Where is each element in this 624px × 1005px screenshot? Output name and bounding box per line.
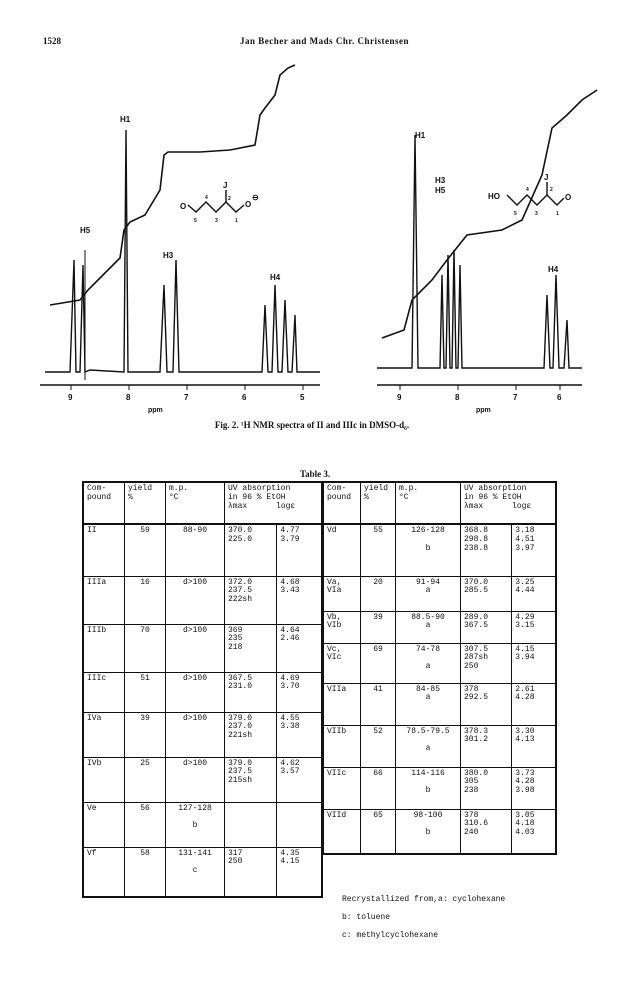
table-row xyxy=(83,712,322,757)
peak-label-h3: H3 xyxy=(435,176,446,185)
svg-text:1: 1 xyxy=(556,211,559,217)
col-compound: Com- pound xyxy=(324,482,361,524)
table-row xyxy=(83,576,322,624)
cell-compound: IVa xyxy=(83,712,125,757)
figure-caption: Fig. 2. ¹H NMR spectra of II and IIIc in DMSO-d₆. xyxy=(214,420,410,430)
cell-compound: Ve xyxy=(83,802,125,847)
table-row xyxy=(83,757,322,802)
svg-text:3: 3 xyxy=(535,211,538,217)
cell-compound: VIId xyxy=(324,809,361,854)
cell-loge: 4.35 4.15 xyxy=(277,847,322,897)
table-row xyxy=(83,847,322,897)
footnote-a: Recrystallized from,a: cyclohexane xyxy=(342,895,506,904)
cell-yield: 51 xyxy=(125,672,166,712)
cell-compound: VIIa xyxy=(324,683,361,725)
cell-lambda: 289.0 367.5 xyxy=(461,611,512,643)
cell-yield: 66 xyxy=(361,767,396,809)
cell-mp: d>100 xyxy=(166,576,225,624)
cell-compound: Vb, VIb xyxy=(324,611,361,643)
tick-6: 6 xyxy=(557,393,562,402)
cell-mp: 127-128 b xyxy=(166,802,225,847)
cell-lambda: 372.0 237.5 222sh xyxy=(225,576,277,624)
svg-text:O: O xyxy=(245,200,252,209)
table-row xyxy=(324,524,557,576)
cell-mp: 74-78 a xyxy=(396,643,461,683)
cell-lambda: 379.0 237.0 221sh xyxy=(225,712,277,757)
cell-mp: 88.5-90 a xyxy=(396,611,461,643)
cell-yield: 65 xyxy=(361,809,396,854)
cell-lambda: 378 292.5 xyxy=(461,683,512,725)
cell-compound: VIIb xyxy=(324,725,361,767)
svg-text:⊖: ⊖ xyxy=(252,193,259,202)
tick-8: 8 xyxy=(455,393,460,402)
cell-yield: 16 xyxy=(125,576,166,624)
peak-label-h1: H1 xyxy=(415,131,426,140)
running-head: Jan Becher and Mads Chr. Christensen xyxy=(240,36,410,46)
data-table-right xyxy=(323,481,557,855)
col-mp: m.p. °C xyxy=(396,482,461,524)
cell-loge: 4.29 3.15 xyxy=(512,611,556,643)
footnote-c: c: methylcyclohexane xyxy=(342,931,439,940)
table-row xyxy=(324,611,557,643)
table-row xyxy=(324,767,557,809)
data-table-left xyxy=(82,481,323,898)
cell-compound: IVb xyxy=(83,757,125,802)
cell-mp: 98-100 b xyxy=(396,809,461,854)
cell-lambda: 378.3 301.2 xyxy=(461,725,512,767)
cell-mp: 78.5-79.5 a xyxy=(396,725,461,767)
cell-mp: d>100 xyxy=(166,712,225,757)
footnote-b: b: toluene xyxy=(342,913,391,922)
cell-compound: II xyxy=(83,524,125,576)
cell-yield: 39 xyxy=(125,712,166,757)
peak-label-h5: H5 xyxy=(80,226,91,235)
cell-loge: 4.64 2.46 xyxy=(277,624,322,672)
tick-7: 7 xyxy=(184,393,189,402)
cell-loge: 4.77 3.79 xyxy=(277,524,322,576)
svg-text:J: J xyxy=(544,173,549,182)
cell-lambda: 378 310.6 240 xyxy=(461,809,512,854)
table-row xyxy=(83,802,322,847)
peak-label-h4: H4 xyxy=(548,265,559,274)
axis-label: ppm xyxy=(476,407,491,414)
structure-right xyxy=(507,182,564,205)
cell-yield: 52 xyxy=(361,725,396,767)
cell-mp: d>100 xyxy=(166,757,225,802)
svg-text:HO: HO xyxy=(488,192,500,201)
cell-lambda: 370.0 285.5 xyxy=(461,576,512,611)
tick-5: 5 xyxy=(300,393,305,402)
cell-loge: 3.25 4.44 xyxy=(512,576,556,611)
cell-mp: 84-85 a xyxy=(396,683,461,725)
tick-8: 8 xyxy=(126,393,131,402)
cell-mp: 114-116 b xyxy=(396,767,461,809)
col-mp: m.p. °C xyxy=(166,482,225,524)
table-row xyxy=(83,524,322,576)
cell-compound: Vc, VIc xyxy=(324,643,361,683)
peak-label-h5: H5 xyxy=(435,186,446,195)
svg-text:O: O xyxy=(565,193,572,202)
tick-7: 7 xyxy=(513,393,518,402)
structure-left xyxy=(188,190,244,212)
spectrum-trace xyxy=(45,130,320,372)
cell-lambda xyxy=(225,802,277,847)
table-row xyxy=(324,683,557,725)
cell-lambda: 379.0 237.5 215sh xyxy=(225,757,277,802)
cell-lambda: 369 235 218 xyxy=(225,624,277,672)
col-uv: UV absorption in 96 % EtOH λmax logε xyxy=(225,482,323,524)
cell-loge: 4.69 3.70 xyxy=(277,672,322,712)
cell-lambda: 317 250 xyxy=(225,847,277,897)
tick-9: 9 xyxy=(68,393,73,402)
page-number: 1528 xyxy=(43,36,61,46)
col-yield: yield % xyxy=(361,482,396,524)
cell-loge xyxy=(277,802,322,847)
cell-lambda: 307.5 287sh 250 xyxy=(461,643,512,683)
cell-yield: 55 xyxy=(361,524,396,576)
peak-label-h3: H3 xyxy=(163,251,174,260)
cell-yield: 70 xyxy=(125,624,166,672)
cell-compound: Va, VIa xyxy=(324,576,361,611)
cell-mp: 126-128 b xyxy=(396,524,461,576)
table-row xyxy=(83,624,322,672)
cell-compound: VIIc xyxy=(324,767,361,809)
cell-yield: 39 xyxy=(361,611,396,643)
spectrum-trace xyxy=(377,135,582,368)
cell-mp: d>100 xyxy=(166,672,225,712)
tick-9: 9 xyxy=(397,393,402,402)
cell-loge: 3.05 4.18 4.03 xyxy=(512,809,556,854)
cell-loge: 2.61 4.28 xyxy=(512,683,556,725)
axis-label: ppm xyxy=(148,407,163,414)
table-title: Table 3. xyxy=(300,469,331,479)
peak-label-h4: H4 xyxy=(270,273,281,282)
table-row xyxy=(324,643,557,683)
svg-text:5: 5 xyxy=(514,211,517,217)
cell-yield: 41 xyxy=(361,683,396,725)
cell-compound: IIIa xyxy=(83,576,125,624)
cell-loge: 3.18 4.51 3.97 xyxy=(512,524,556,576)
svg-text:4: 4 xyxy=(205,195,208,201)
cell-loge: 4.68 3.43 xyxy=(277,576,322,624)
svg-text:J: J xyxy=(223,181,228,190)
cell-mp: d>100 xyxy=(166,624,225,672)
svg-text:5: 5 xyxy=(194,218,197,224)
table-row xyxy=(324,576,557,611)
col-uv: UV absorption in 96 % EtOH λmax logε xyxy=(461,482,557,524)
cell-loge: 4.62 3.57 xyxy=(277,757,322,802)
cell-lambda: 380.0 305 238 xyxy=(461,767,512,809)
cell-loge: 4.15 3.94 xyxy=(512,643,556,683)
cell-yield: 20 xyxy=(361,576,396,611)
integral-curve xyxy=(50,65,295,305)
svg-text:2: 2 xyxy=(550,187,553,193)
cell-mp: 88-90 xyxy=(166,524,225,576)
table-row xyxy=(324,809,557,854)
peak-label-h1: H1 xyxy=(120,115,131,124)
nmr-spectrum-left xyxy=(30,60,350,414)
svg-text:4: 4 xyxy=(526,187,529,193)
cell-yield: 25 xyxy=(125,757,166,802)
cell-loge: 3.30 4.13 xyxy=(512,725,556,767)
col-yield: yield % xyxy=(125,482,166,524)
cell-compound: Vf xyxy=(83,847,125,897)
svg-text:3: 3 xyxy=(215,218,218,224)
cell-lambda: 367.5 231.0 xyxy=(225,672,277,712)
svg-text:2: 2 xyxy=(228,196,231,202)
cell-mp: 131-141 c xyxy=(166,847,225,897)
tick-6: 6 xyxy=(242,393,247,402)
cell-yield: 69 xyxy=(361,643,396,683)
cell-lambda: 368.8 298.8 238.8 xyxy=(461,524,512,576)
cell-mp: 91-94 a xyxy=(396,576,461,611)
cell-loge: 3.73 4.28 3.98 xyxy=(512,767,556,809)
col-compound: Com- pound xyxy=(83,482,125,524)
cell-compound: Vd xyxy=(324,524,361,576)
table-row xyxy=(83,672,322,712)
nmr-spectrum-right xyxy=(372,60,602,414)
svg-text:1: 1 xyxy=(235,218,238,224)
cell-lambda: 370.0 225.0 xyxy=(225,524,277,576)
cell-yield: 58 xyxy=(125,847,166,897)
table-row xyxy=(324,725,557,767)
cell-compound: IIIb xyxy=(83,624,125,672)
svg-text:O: O xyxy=(180,202,187,211)
cell-compound: IIIc xyxy=(83,672,125,712)
cell-yield: 59 xyxy=(125,524,166,576)
cell-loge: 4.55 3.38 xyxy=(277,712,322,757)
cell-yield: 56 xyxy=(125,802,166,847)
